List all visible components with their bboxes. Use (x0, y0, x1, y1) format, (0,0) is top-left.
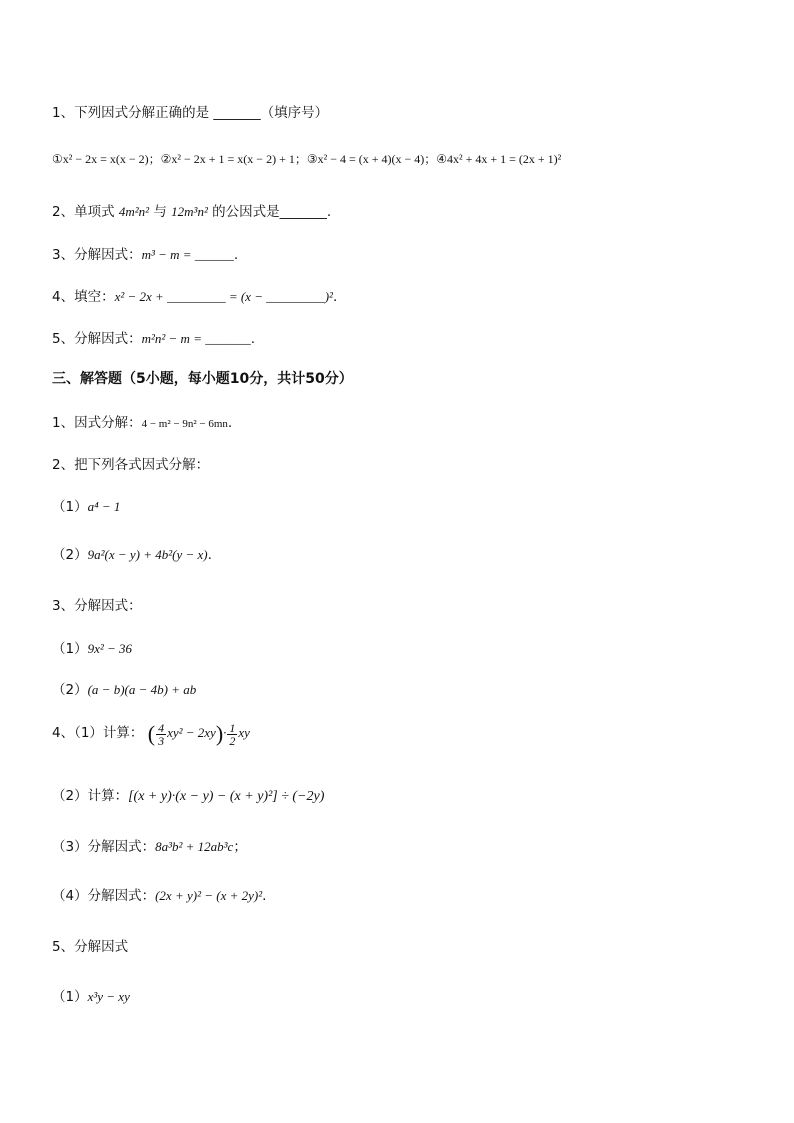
answer-4-part-1: 4、（1）计算： ( $\frac{4}{3}$ xy² − 2xy)· $\frac{1}{2}$ xy (52, 720, 250, 748)
question-3: 3、分解因式：m³ − m = ______. (52, 247, 239, 263)
fraction-one-half: $\frac{1}{2}$ (229, 720, 236, 748)
answer-2-part-1: （1）a⁴ − 1 (52, 499, 121, 515)
question-5: 5、分解因式：m²n² − m = _______. (52, 331, 256, 347)
answer-3-title: 3、分解因式： (52, 598, 142, 614)
section-3-heading: 三、解答题（5小题，每小题10分，共计50分） (52, 371, 353, 387)
question-1-options: ①x² − 2x = x(x − 2)；②x² − 2x + 1 = x(x − 2) + 1；③x² − 4 = (x + 4)(x − 4)；④4x² + 4x + 1 = (2x + 1)² (52, 152, 562, 166)
question-1-title: 1、下列因式分解正确的是 _______（填序号） (52, 105, 329, 121)
answer-4-part-2: （2）计算：[(x + y)·(x − y) − (x + y)²] ÷ (−2y) (52, 788, 325, 804)
answer-5-part-1: （1）x³y − xy (52, 989, 130, 1005)
question-2: 2、单项式 4m²n² 与 12m³n² 的公因式是_______. (52, 204, 332, 220)
answer-4-part-3: （3）分解因式：8a³b² + 12ab³c； (52, 839, 247, 855)
fraction-four-thirds: $\frac{4}{3}$ (158, 720, 165, 748)
question-4: 4、填空：x² − 2x + _________ = (x − _________)². (52, 289, 338, 305)
answer-3-part-2: （2）(a − b)(a − 4b) + ab (52, 682, 197, 698)
answer-5-title: 5、分解因式 (52, 939, 129, 955)
answer-2-part-2: （2）9a²(x − y) + 4b²(y − x). (52, 547, 212, 563)
answer-2-title: 2、把下列各式因式分解： (52, 457, 210, 473)
answer-4-part-4: （4）分解因式：(2x + y)² − (x + 2y)². (52, 888, 267, 904)
answer-1: 1、因式分解：4 − m² − 9n² − 6mn. (52, 415, 233, 431)
answer-3-part-1: （1）9x² − 36 (52, 641, 133, 657)
